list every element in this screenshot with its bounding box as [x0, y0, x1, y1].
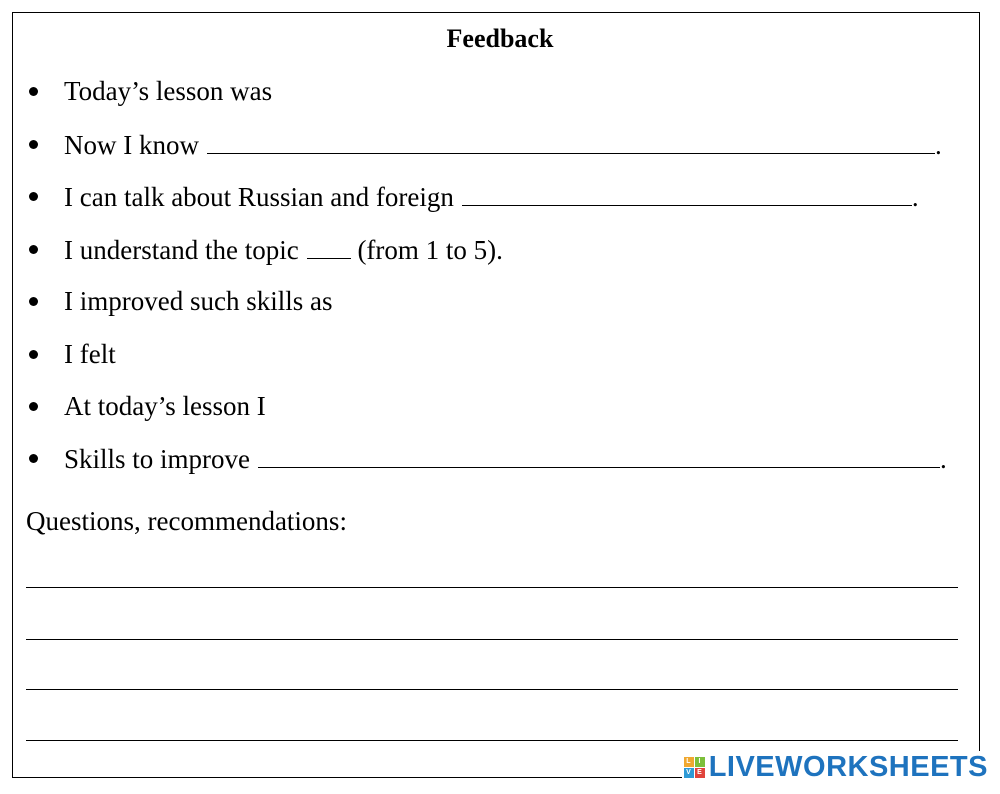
list-item-text: Today’s lesson was: [64, 76, 273, 106]
list-item-text: I improved such skills as: [64, 286, 333, 316]
logo-badge-cell: E: [695, 768, 705, 778]
bullet-icon: [29, 192, 38, 201]
bullet-icon: [29, 454, 38, 463]
logo-text: LIVEWORKSHEETS: [708, 751, 988, 783]
list-item-text: I understand the topic: [64, 235, 299, 265]
questions-label: Questions, recommendations:: [26, 506, 347, 536]
logo-badge-icon: [684, 757, 705, 778]
bullet-icon: [29, 87, 38, 96]
logo-badge-cell: V: [684, 768, 694, 778]
worksheet-title: Feedback: [446, 24, 554, 53]
bullet-icon: [29, 140, 38, 149]
list-item-text: I felt: [64, 339, 116, 369]
rating-blank[interactable]: [307, 232, 351, 259]
writing-line[interactable]: [26, 639, 958, 640]
period: .: [935, 130, 942, 160]
liveworksheets-logo: [682, 751, 988, 784]
list-item-text: Skills to improve: [64, 444, 251, 474]
writing-line[interactable]: [26, 587, 958, 588]
writing-line[interactable]: [26, 689, 958, 690]
bullet-icon: [29, 350, 38, 359]
bullet-icon: [29, 297, 38, 306]
writing-line[interactable]: [26, 740, 958, 741]
list-item-text: I can talk about Russian and foreign: [64, 182, 454, 212]
bullet-icon: [29, 402, 38, 411]
answer-blank[interactable]: [258, 441, 940, 468]
logo-badge-cell: I: [695, 757, 705, 767]
list-item-text: At today’s lesson I: [64, 391, 266, 421]
period: .: [911, 182, 919, 212]
answer-blank[interactable]: [207, 127, 935, 154]
list-item-text: Now I know: [64, 130, 199, 160]
answer-blank[interactable]: [462, 179, 912, 206]
period: .: [940, 444, 947, 474]
rating-hint: (from 1 to 5).: [357, 235, 503, 265]
logo-badge-cell: L: [684, 757, 694, 767]
bullet-icon: [29, 245, 38, 254]
